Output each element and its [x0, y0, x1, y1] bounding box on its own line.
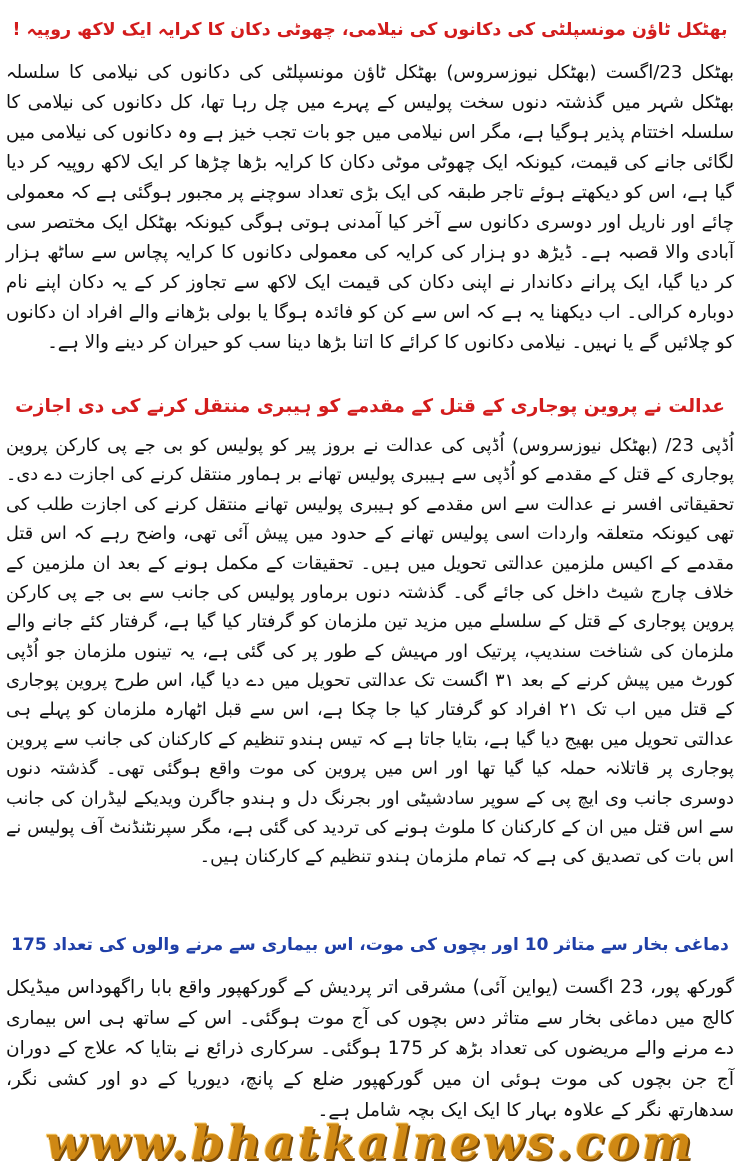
- article-3-headline: دماغی بخار سے متاثر 10 اور بچوں کی موت، اس بیماری سے مرنے والوں کی تعداد 175: [11, 935, 729, 955]
- article-1-body: بھٹکل 23/اگست (بھٹکل نیوزسروس) بھٹکل ٹاؤن مونسپلٹی کی دکانوں کی نیلامی کا سلسلہ بھٹکل شہر میں گذشتہ دنوں سخت پولیس کے پہرے میں چل رہا تھا، کل دکانوں کی نیلامی کا سلسلہ اختتام پذیر ہوگیا ہے، مگر اس نیلامی میں جو بات تجب خیز ہے وہ دکانوں کی نیلامی میں لگائی جانے کی قیمت، کیونکہ ایک چھوٹی موٹی دکان کا کرایہ بڑھا چڑھا کر ایک لاکھ روپیہ کر دیا گیا ہے، اس کو دیکھتے ہوئے تاجر طبقہ کی ایک بڑی تعداد سوچنے پر مجبور ہوگئی ہے کہ معمولی چائے اور ناریل اور دوسری دکانوں سے آخر کیا آمدنی ہوتی ہوگی کیونکہ بھٹکل ایک مختصر سی آبادی والا قصبہ ہے۔ ڈیڑھ دو ہزار کی کرایہ کی معمولی دکانوں کا کرایہ پچاس سے ساٹھ ہزار کر دیا گیا، ایک پرانے دکاندار نے اپنی دکان کی قیمت ایک لاکھ سے تجاوز کر کے یہ دکان اپنے نام دوبارہ کرالی۔ اب دیکھنا یہ ہے کہ اس سے کن کو فائدہ ہوگا یا بولی بڑھانے والے افراد ان دکانوں کو چلائیں گے یا نہیں۔ نیلامی دکانوں کا کرائے کا اتنا بڑھا دینا سب کو حیران کر دینے والا ہے۔: [6, 62, 734, 354]
- article-1-headline: بھٹکل ٹاؤن مونسپلٹی کی دکانوں کی نیلامی، چھوٹی دکان کا کرایہ ایک لاکھ روپیہ !: [12, 20, 728, 40]
- article-2-body: اُڈپی 23/ (بھٹکل نیوزسروس) اُڈپی کی عدالت نے بروز پیر کو پولیس کو بی جے پی کارکن پروین پوجاری کے قتل کے مقدمے کو اُڈپی سے ہیبری پولیس تھانے بر ہماور منتقل کرنے کی اجازت دے دی۔ تحقیقاتی افسر نے عدالت سے اس مقدمے کو ہیبری پولیس تھانے منتقل کرنے کی اجازت طلب کی تھی کیونکہ متعلقہ واردات اسی پولیس تھانے کے حدود میں پیش آئی تھی، واضح رہے کہ اس قتل مقدمے کے اکیس ملزمین عدالتی تحویل میں ہیں۔ تحقیقات کے مکمل ہونے کے بعد ان ملزمین کے خلاف چارج شیٹ داخل کی جائے گی۔ گذشتہ دنوں برماور پولیس کی جانب سے بی جے پی کارکن پروین پوجاری کے قتل کے سلسلے میں مزید تین ملزمان کو گرفتار کیا گیا ہے، گرفتار کئے جانے والے ملزمان کی شناخت سندیپ، پرتیک اور مہیش کے طور پر کی گئی ہے، یہ تینوں ملزمان جو اُڈپی کورٹ میں پیش کرنے کے بعد ۳۱ اگست تک عدالتی تحویل میں دے دیا گیا، اس طرح پروین پوجاری کے قتل میں اب تک ۲۱ افراد کو گرفتار کیا جا چکا ہے، اس سے قبل اٹھارہ ملزمان کو پہلے ہی عدالتی تحویل میں بھیج دیا گیا ہے، بتایا جاتا ہے کہ تیس ہندو تنظیم کے کارکنان کی جانب سے پروین پوجاری پر قاتلانہ حملہ کیا گیا تھا اور اس میں پروین کی موت واقع ہوگئی تھی۔ گذشتہ دنوں دوسری جانب وی ایچ پی کے سوپر سادشیٹی اور بجرنگ دل و ہندو جاگرن ویدیکے لیڈران کی جانب سے اس قتل میں ان کے کارکنان کا ملوث ہونے کی تردید کی گئی ہے، مگر سپرنٹنڈنٹ آف پولیس نے اس بات کی تصدیق کی ہے کہ تمام ملزمان ہندو تنظیم کے کارکنان ہیں۔: [6, 436, 735, 868]
- article-2-headline: عدالت نے پروین پوجاری کے قتل کے مقدمے کو ہیبری منتقل کرنے کی دی اجازت: [15, 396, 725, 417]
- article-3-body: گورکھ پور، 23 اگست (یواین آئی) مشرقی اتر پردیش کے گورکھپور واقع بابا راگھوداس میڈیکل کالج میں دماغی بخار سے متاثر دس بچوں کی آج موت ہوگئی۔ اس کے ساتھ ہی اس بیماری دے مرنے والے مریضوں کی تعداد بڑھ کر 175 ہوگئی۔ سرکاری ذرائع نے بتایا کہ علاج کے دوران آج جن بچوں کی موت ہوئی ان میں گورکھپور ضلع کے پانچ، دیوریا کے دو اور کشی نگر، سدھارتھ نگر کے علاوہ بہار کا ایک ایک بچہ شامل ہے۔: [6, 977, 734, 1121]
- site-watermark: www.bhatkalnews.com: [45, 1116, 695, 1171]
